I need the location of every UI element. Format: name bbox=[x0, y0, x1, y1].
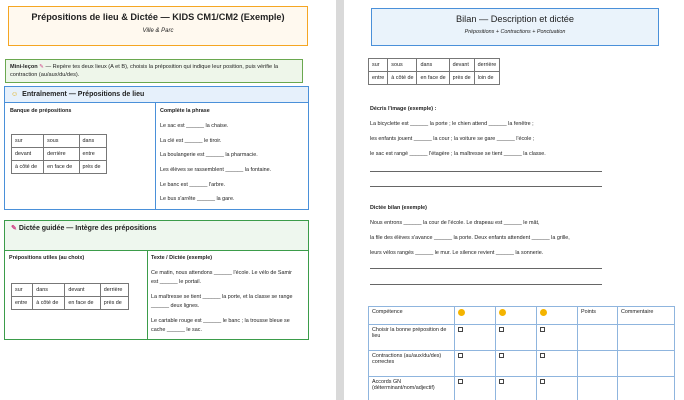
answer-line bbox=[370, 171, 602, 172]
checkbox-cell[interactable] bbox=[496, 351, 537, 377]
dictation-line: est ______ le portail. bbox=[151, 279, 202, 285]
worksheet-title-box bbox=[8, 6, 308, 46]
table-cell: sous bbox=[388, 59, 417, 72]
table-row bbox=[12, 297, 129, 310]
smiley-icon bbox=[458, 309, 465, 316]
training-section bbox=[4, 86, 309, 210]
answer-line bbox=[370, 284, 602, 285]
column-divider bbox=[155, 103, 156, 209]
bilan-title-box bbox=[371, 8, 659, 46]
guided-dictation-section bbox=[4, 220, 309, 340]
checkbox-icon[interactable] bbox=[499, 379, 504, 384]
guided-header bbox=[5, 221, 308, 251]
checkbox-icon[interactable] bbox=[458, 379, 463, 384]
competence-cell: Choisir la bonne préposition de lieu bbox=[369, 325, 455, 351]
checkbox-icon[interactable] bbox=[540, 327, 545, 332]
checkbox-cell[interactable] bbox=[455, 377, 496, 400]
table-cell: dans bbox=[33, 284, 65, 297]
dictation-line: Le cartable rouge est ______ le banc ; la trousse bleue se bbox=[151, 318, 290, 324]
complete-label: Complète la phrase bbox=[160, 108, 210, 114]
answer-line bbox=[370, 268, 602, 269]
describe-line: le sac est rangé ______ l'étagère ; la maîtresse se tient ______ la classe. bbox=[370, 151, 546, 157]
left-page bbox=[0, 0, 336, 400]
bilan-line: la file des élèves s'avance ______ la porte. Deux enfants attendent ______ la grille, bbox=[370, 235, 570, 241]
table-cell: dans bbox=[79, 135, 107, 148]
checkbox-icon[interactable] bbox=[458, 327, 463, 332]
preposition-bank-table bbox=[11, 134, 107, 174]
checkbox-cell[interactable] bbox=[455, 351, 496, 377]
checkbox-icon[interactable] bbox=[499, 353, 504, 358]
bilan-title: Bilan — Description et dictée bbox=[456, 14, 574, 24]
table-cell: derrière bbox=[44, 148, 79, 161]
header-level bbox=[455, 307, 496, 325]
table-row bbox=[369, 325, 675, 351]
checkbox-cell[interactable] bbox=[537, 351, 578, 377]
sentence: Le bus s'arrête ______ la gare. bbox=[160, 196, 235, 202]
answer-line bbox=[370, 186, 602, 187]
table-row bbox=[12, 148, 107, 161]
comment-cell[interactable] bbox=[618, 325, 675, 351]
table-cell: sur bbox=[12, 135, 44, 148]
smiley-icon: ☺ bbox=[11, 91, 19, 98]
table-cell: entre bbox=[369, 72, 388, 85]
checkbox-cell[interactable] bbox=[537, 377, 578, 400]
header-level bbox=[496, 307, 537, 325]
table-cell: près de bbox=[449, 72, 474, 85]
dictation-line: Ce matin, nous attendons ______ l'école. Le vélo de Samir bbox=[151, 270, 292, 276]
table-cell: entre bbox=[12, 297, 33, 310]
sentence: La clé est ______ le tiroir. bbox=[160, 138, 222, 144]
bilan-line: leurs vélos rangés ______ le mur. Le silence revient ______ la sonnerie. bbox=[370, 250, 544, 256]
header-level bbox=[537, 307, 578, 325]
table-cell: près de bbox=[100, 297, 128, 310]
table-row bbox=[369, 377, 675, 400]
comment-cell[interactable] bbox=[618, 377, 675, 400]
sentence: La boulangerie est ______ la pharmacie. bbox=[160, 152, 258, 158]
dictation-line: cache ______ le sac. bbox=[151, 327, 202, 333]
bilan-subtitle: Prépositions + Contractions + Ponctuation bbox=[464, 29, 566, 35]
mini-lesson-box bbox=[5, 59, 303, 83]
header-points: Points bbox=[578, 307, 618, 325]
table-row bbox=[369, 351, 675, 377]
describe-line: les enfants jouent ______ la cour ; la voiture se gare ______ l'école ; bbox=[370, 136, 535, 142]
bank-label: Banque de prépositions bbox=[10, 108, 72, 114]
header-competence: Compétence bbox=[369, 307, 455, 325]
table-cell: à côté de bbox=[33, 297, 65, 310]
checkbox-cell[interactable] bbox=[496, 325, 537, 351]
useful-label: Prépositions utiles (au choix) bbox=[9, 255, 85, 261]
table-cell: devant bbox=[65, 284, 100, 297]
checkbox-icon[interactable] bbox=[499, 327, 504, 332]
column-divider bbox=[147, 251, 148, 339]
bilan-heading: Dictée bilan (exemple) bbox=[370, 205, 427, 211]
table-cell: devant bbox=[449, 59, 474, 72]
pencil-icon: ✎ bbox=[11, 225, 17, 232]
table-header-row bbox=[369, 307, 675, 325]
self-assessment-table bbox=[368, 306, 675, 400]
table-cell: en face de bbox=[44, 161, 79, 174]
points-cell[interactable] bbox=[578, 351, 618, 377]
table-row bbox=[12, 161, 107, 174]
table-cell: à côté de bbox=[12, 161, 44, 174]
checkbox-cell[interactable] bbox=[455, 325, 496, 351]
table-row bbox=[12, 284, 129, 297]
mini-lesson-label: Mini-leçon bbox=[10, 64, 38, 70]
checkbox-icon[interactable] bbox=[540, 353, 545, 358]
bilan-line: Nous entrons ______ la cour de l'école. Le drapeau est ______ le mât, bbox=[370, 220, 540, 226]
table-cell: dans bbox=[417, 59, 449, 72]
table-cell: derrière bbox=[100, 284, 128, 297]
comment-cell[interactable] bbox=[618, 351, 675, 377]
worksheet-subtitle: Ville & Parc bbox=[142, 28, 174, 34]
points-cell[interactable] bbox=[578, 377, 618, 400]
table-cell: devant bbox=[12, 148, 44, 161]
right-page bbox=[344, 0, 684, 400]
header-comment: Commentaire bbox=[618, 307, 675, 325]
useful-prepositions-table bbox=[11, 283, 129, 310]
table-cell: sous bbox=[44, 135, 79, 148]
text-label: Texte / Dictée (exemple) bbox=[151, 255, 213, 261]
dictation-line: La maîtresse se tient ______ la porte, et la classe se range bbox=[151, 294, 293, 300]
dictation-line: ______ deux lignes. bbox=[151, 303, 200, 309]
table-cell: en face de bbox=[417, 72, 449, 85]
table-row bbox=[12, 135, 107, 148]
pin-icon: ✎ bbox=[39, 64, 44, 70]
table-cell: loin de bbox=[474, 72, 500, 85]
mini-lesson-text: — Repère tes deux lieux (A et B), choisis la préposition qui indique leur position, puis vérifie la contraction (au/aux/du/des). bbox=[10, 64, 279, 78]
smiley-icon bbox=[499, 309, 506, 316]
table-cell: entre bbox=[79, 148, 107, 161]
checkbox-icon[interactable] bbox=[458, 353, 463, 358]
smiley-icon bbox=[540, 309, 547, 316]
competence-cell: Contractions (au/aux/du/des) correctes bbox=[369, 351, 455, 377]
table-cell: sur bbox=[369, 59, 388, 72]
table-cell: en face de bbox=[65, 297, 100, 310]
table-cell: près de bbox=[79, 161, 107, 174]
table-cell: derrière bbox=[474, 59, 500, 72]
top-preposition-table bbox=[368, 58, 500, 85]
training-header bbox=[5, 87, 308, 103]
describe-heading: Décris l'image (exemple) : bbox=[370, 106, 437, 112]
table-cell: sur bbox=[12, 284, 33, 297]
sentence: Les élèves se rassemblent ______ la fontaine. bbox=[160, 167, 272, 173]
checkbox-cell[interactable] bbox=[496, 377, 537, 400]
checkbox-icon[interactable] bbox=[540, 379, 545, 384]
checkbox-cell[interactable] bbox=[537, 325, 578, 351]
worksheet-title: Prépositions de lieu & Dictée — KIDS CM1/CM2 (Exemple) bbox=[31, 12, 285, 22]
points-cell[interactable] bbox=[578, 325, 618, 351]
describe-line: La bicyclette est ______ la porte ; le chien attend ______ la fenêtre ; bbox=[370, 121, 534, 127]
sentence: Le sac est ______ la chaise. bbox=[160, 123, 229, 129]
table-cell: à côté de bbox=[388, 72, 417, 85]
training-heading: Entraînement — Prépositions de lieu bbox=[22, 91, 145, 98]
guided-heading: Dictée guidée — Intègre des prépositions bbox=[18, 225, 157, 232]
table-row bbox=[369, 59, 500, 72]
competence-cell: Accords GN (déterminant/nom/adjectif) bbox=[369, 377, 455, 400]
sentence: Le banc est ______ l'arbre. bbox=[160, 182, 226, 188]
table-row bbox=[369, 72, 500, 85]
